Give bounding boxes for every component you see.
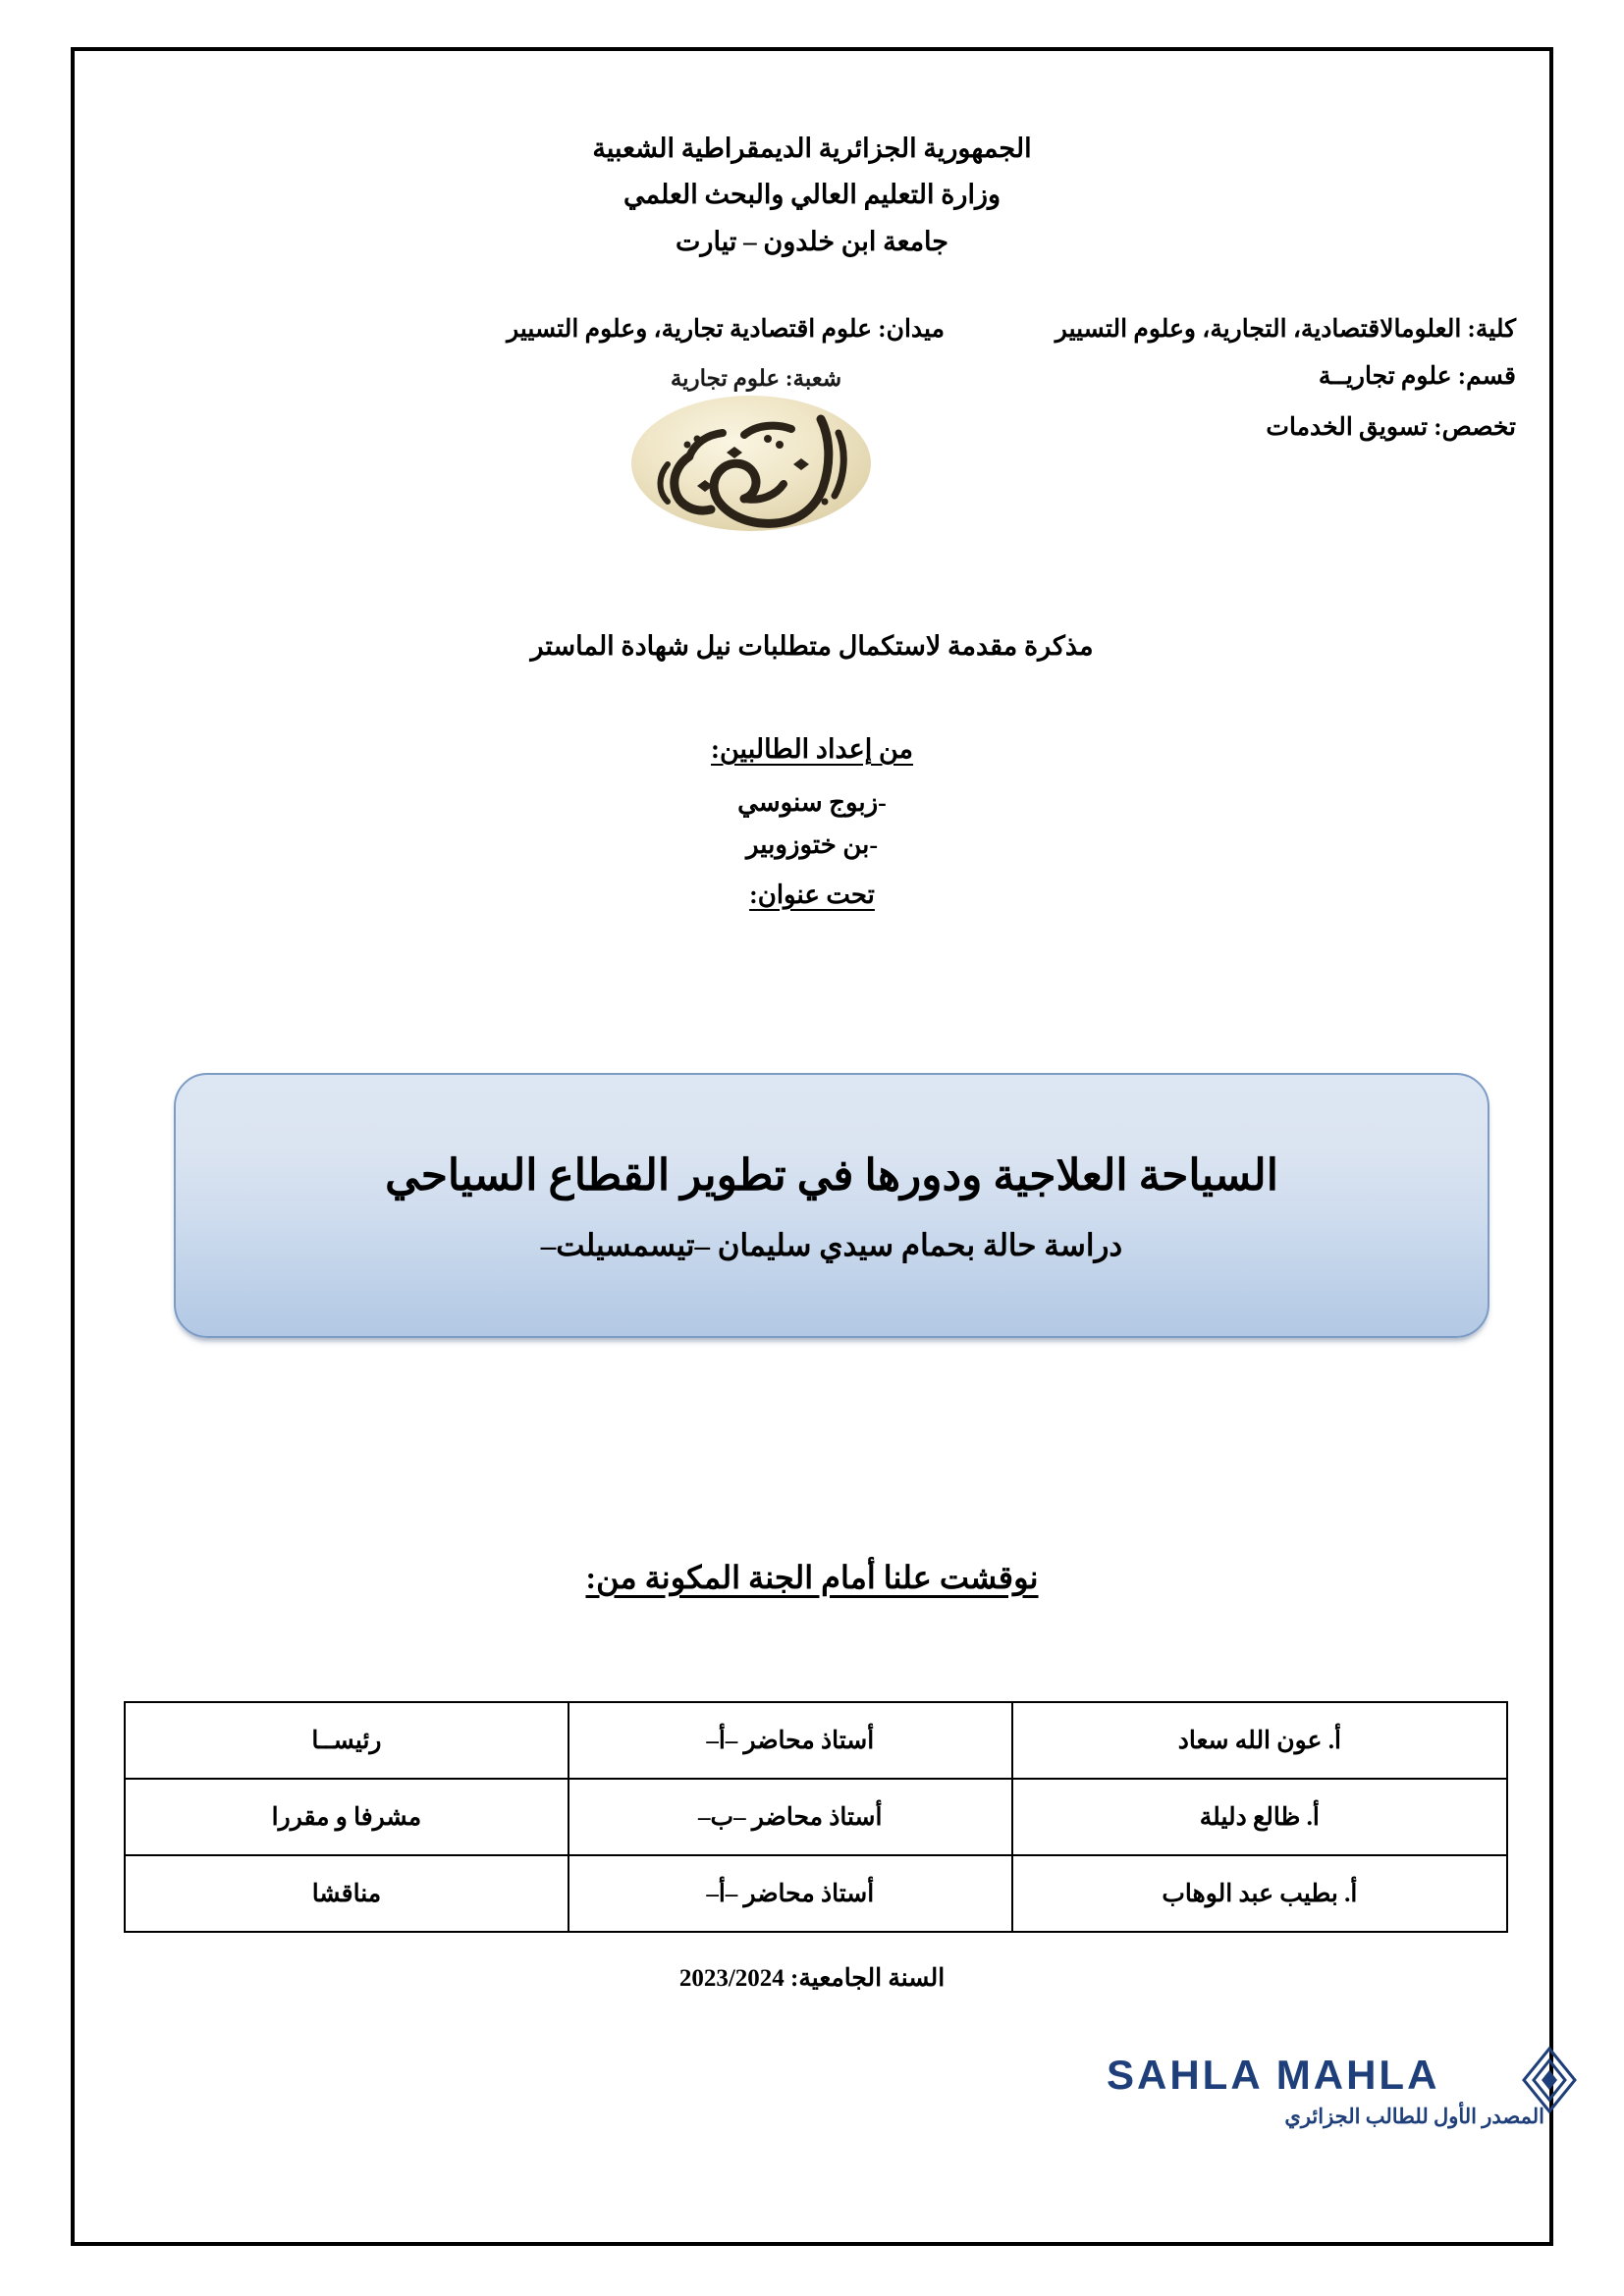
jury-role-2: مشرفا و مقررا [125, 1779, 568, 1855]
ministry-line: وزارة التعليم العالي والبحث العلمي [623, 180, 1001, 210]
jury-name-3: أ. بطيب عبد الوهاب [1012, 1855, 1507, 1932]
jury-table [124, 1701, 1508, 1933]
specialty-label: تخصص: تسويق الخدمات [1266, 414, 1516, 441]
jury-role-3: مناقشا [125, 1855, 568, 1932]
faculty-field-row [71, 314, 1553, 353]
academic-year: السنة الجامعية: 2023/2024 [678, 1965, 946, 1992]
university-logo [609, 366, 903, 548]
memoire-statement: مذكرة مقدمة لاستكمال متطلبات نيل شهادة الماستر [530, 631, 1094, 661]
ibn-khaldoun-logo-icon [628, 394, 874, 533]
jury-heading: نوقشت علنا أمام الجنة المكونة من: [585, 1560, 1039, 1595]
table-row [125, 1779, 1507, 1855]
jury-name-1: أ. عون الله سعاد [1012, 1702, 1507, 1779]
under-title-label: تحت عنوان: [749, 880, 875, 909]
student-name-1: -زبوج سنوسي [737, 788, 887, 817]
students-heading: من إعداد الطالبين: [711, 734, 913, 764]
jury-rank-3: أستاذ محاضر –أ– [568, 1855, 1012, 1932]
thesis-title-panel [174, 1073, 1489, 1338]
sahla-mahla-watermark [1107, 2044, 1568, 2162]
thesis-subtitle: دراسة حالة بحمام سيدي سليمان –تيسمسيلت– [540, 1227, 1123, 1262]
branch-label: شعبة: علوم تجارية [670, 366, 842, 391]
students-block [71, 734, 1553, 910]
document-header [71, 126, 1553, 265]
page-content [71, 47, 1553, 2246]
student-name-2: -بن ختوزوبير [745, 829, 879, 859]
department-label: قسم: علوم تجاريــة [1318, 363, 1516, 390]
field-label: ميدان: علوم اقتصادية تجارية، وعلوم التسيير [507, 316, 945, 343]
table-row [125, 1855, 1507, 1932]
jury-name-2: أ. ظالع دليلة [1012, 1779, 1507, 1855]
jury-rank-2: أستاذ محاضر –ب– [568, 1779, 1012, 1855]
university-line: جامعة ابن خلدون – تيارت [676, 226, 948, 256]
country-line: الجمهورية الجزائرية الديمقراطية الشعبية [592, 133, 1032, 163]
watermark-tagline: المصدر الأول للطالب الجزائري [1284, 2105, 1544, 2128]
jury-role-1: رئيســا [125, 1702, 568, 1779]
table-row [125, 1702, 1507, 1779]
faculty-label: كلية: العلومالاقتصادية، التجارية، وعلوم التسيير [1055, 316, 1516, 343]
thesis-title: السياحة العلاجية ودورها في تطوير القطاع السياحي [385, 1151, 1278, 1201]
jury-rank-1: أستاذ محاضر –أ– [568, 1702, 1012, 1779]
watermark-brand: SAHLA MAHLA [1107, 2052, 1440, 2098]
